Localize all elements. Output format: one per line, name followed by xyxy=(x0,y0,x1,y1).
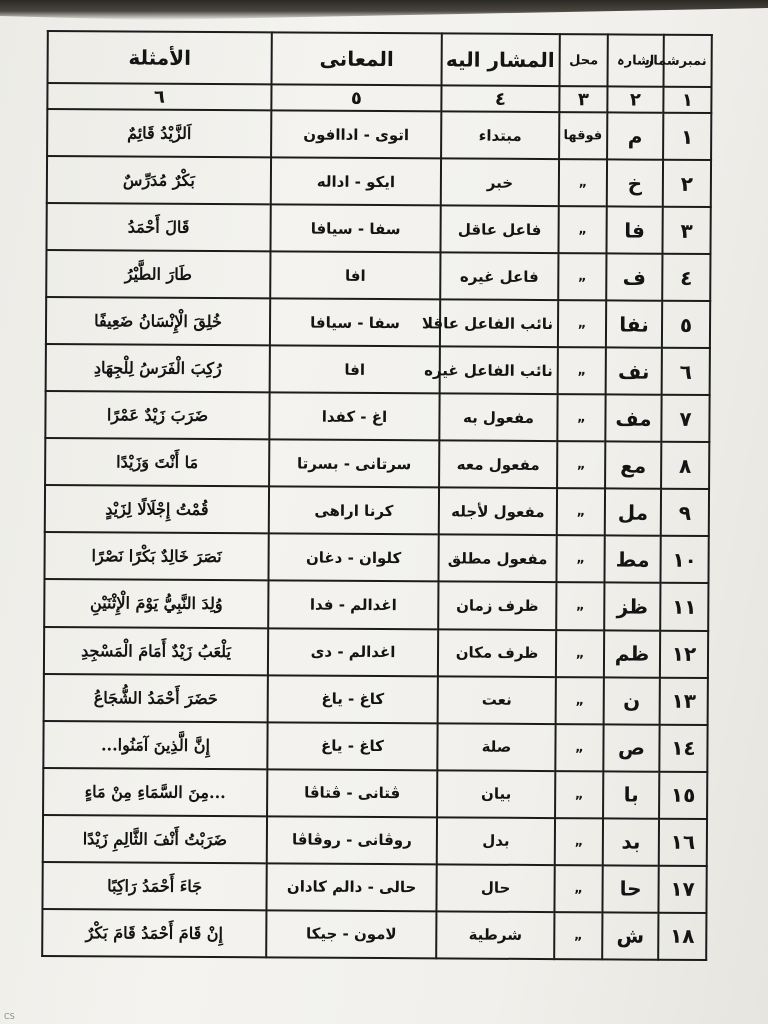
table-row xyxy=(43,721,707,772)
row-example: جَاءَ أَحْمَدُ رَاكِبًا xyxy=(42,862,266,910)
row-meaning: افا xyxy=(270,346,440,394)
row-position: „ xyxy=(557,441,605,488)
row-example: طَارَ الطَّيْرُ xyxy=(46,250,270,298)
row-referent: بدل xyxy=(437,817,555,865)
row-position: „ xyxy=(555,771,603,818)
row-referent: فاعل عاقل xyxy=(440,205,558,253)
table-row xyxy=(43,815,707,866)
row-example: خُلِقَ الْإِنْسَانُ ضَعِيفًا xyxy=(46,297,270,345)
header-number: نمبرشمار xyxy=(664,35,712,87)
row-meaning: كاغ - ياغ xyxy=(268,675,438,723)
row-number: ٣ xyxy=(662,207,710,254)
row-referent: مبتداء xyxy=(441,111,559,159)
row-number: ١٤ xyxy=(659,724,707,771)
row-example: قُمْتُ إِجْلَالًا لِزَيْدٍ xyxy=(45,485,269,533)
row-number: ١٦ xyxy=(659,818,707,865)
header-examples: الأمثلة xyxy=(48,31,272,84)
grammar-table xyxy=(41,30,713,961)
row-referent: خبر xyxy=(441,158,559,206)
table-row xyxy=(44,579,708,630)
table-row xyxy=(47,156,711,207)
row-number: ١٠ xyxy=(660,536,708,583)
row-example: اَلزَّيْدُ قَائِمٌ xyxy=(47,109,271,157)
table-row xyxy=(45,391,709,442)
row-position: „ xyxy=(558,206,606,253)
row-meaning: حالى - دالم كادان xyxy=(266,863,436,911)
row-sign: مف xyxy=(605,395,661,442)
row-sign: بد xyxy=(603,818,659,865)
column-number: ٦ xyxy=(47,83,271,110)
row-meaning: لامون - جيكا xyxy=(266,910,436,958)
row-sign: خ xyxy=(607,159,663,206)
row-meaning: اغ - كفدا xyxy=(269,393,439,441)
row-number: ٨ xyxy=(661,442,709,489)
table-row xyxy=(42,862,706,913)
row-example: ...مِنَ السَّمَاءِ مِنْ مَاءٍ xyxy=(43,768,267,816)
row-referent: نعت xyxy=(438,676,556,724)
column-number: ١ xyxy=(663,87,711,113)
row-position: „ xyxy=(556,677,604,724)
row-sign: با xyxy=(603,771,659,818)
row-referent: مفعول معه xyxy=(439,441,557,489)
row-sign: مع xyxy=(605,442,661,489)
row-meaning: اغدالم - فدا xyxy=(268,581,438,629)
row-number: ١٥ xyxy=(659,771,707,818)
row-number: ٤ xyxy=(662,254,710,301)
column-number: ٥ xyxy=(271,84,441,111)
row-example: ضَرَبْتُ أَنْفَ الثَّالِمِ زَيْدًا xyxy=(43,815,267,863)
header-meanings: المعانى xyxy=(272,32,442,85)
row-meaning: سفا - سيافا xyxy=(270,204,440,252)
table-row xyxy=(44,626,708,677)
row-referent: مفعول مطلق xyxy=(438,535,556,583)
row-number: ٩ xyxy=(661,489,709,536)
row-sign: ص xyxy=(603,724,659,771)
row-position: „ xyxy=(558,347,606,394)
table-row xyxy=(44,674,708,725)
table-row xyxy=(46,297,710,348)
row-position: فوقها xyxy=(559,112,607,159)
row-meaning: كاغ - ياغ xyxy=(267,722,437,770)
table-row xyxy=(44,532,708,583)
row-position: „ xyxy=(557,394,605,441)
row-referent: حال xyxy=(436,864,554,912)
table-row xyxy=(46,344,710,395)
row-example: نَصَرَ خَالِدٌ بَكْرًا نَصْرًا xyxy=(44,532,268,580)
row-number: ١١ xyxy=(660,583,708,630)
row-sign: ظز xyxy=(604,583,660,630)
row-meaning: اغدالم - دى xyxy=(268,628,438,676)
row-number: ١ xyxy=(663,113,711,160)
row-referent: فاعل غيره xyxy=(440,253,558,301)
row-meaning: ايكو - اداله xyxy=(271,157,441,205)
scan-shadow xyxy=(0,0,768,20)
row-referent: نائب الفاعل عاقلا xyxy=(440,300,558,348)
column-number-row xyxy=(47,83,711,113)
header-row xyxy=(48,31,712,87)
row-position: „ xyxy=(557,488,605,535)
header-referent: المشار اليه xyxy=(442,33,560,86)
row-position: „ xyxy=(554,912,602,959)
row-referent: بيان xyxy=(437,770,555,818)
row-sign: ش xyxy=(602,912,658,960)
table-row xyxy=(45,485,709,536)
header-sign: اشارہ xyxy=(608,34,664,86)
column-number: ٢ xyxy=(607,86,663,112)
row-referent: نائب الفاعل غيره xyxy=(440,347,558,395)
row-meaning: كلوان - دغان xyxy=(268,534,438,582)
table-row xyxy=(47,109,711,160)
row-example: إِنَّ الَّذِينَ آمَنُوا... xyxy=(43,721,267,769)
table-row xyxy=(45,438,709,489)
row-sign: فا xyxy=(606,206,662,253)
row-number: ١٧ xyxy=(658,865,706,912)
row-sign: ن xyxy=(604,677,660,724)
row-referent: مفعول به xyxy=(439,394,557,442)
row-position: „ xyxy=(559,159,607,206)
row-number: ٦ xyxy=(662,348,710,395)
table-row xyxy=(46,203,710,254)
column-number: ٣ xyxy=(559,86,607,112)
row-position: „ xyxy=(555,724,603,771)
row-meaning: سفا - سيافا xyxy=(270,299,440,347)
row-sign: حا xyxy=(602,865,658,912)
row-number: ١٨ xyxy=(658,913,706,960)
row-number: ٥ xyxy=(662,301,710,348)
row-sign: م xyxy=(607,112,663,159)
row-number: ١٢ xyxy=(660,630,708,677)
row-example: ضَرَبَ زَيْدٌ عَمْرًا xyxy=(45,391,269,439)
row-example: وُلِدَ النَّبِيُّ يَوْمَ الْإِثْنَيْنِ xyxy=(44,579,268,627)
row-position: „ xyxy=(555,818,603,865)
row-example: يَلْعَبُ زَيْدٌ أَمَامَ الْمَسْجِدِ xyxy=(44,626,268,674)
row-example: حَضَرَ أَحْمَدُ الشُّجَاعُ xyxy=(44,674,268,722)
row-position: „ xyxy=(558,253,606,300)
table-row xyxy=(43,768,707,819)
scanner-mark: CS xyxy=(4,1012,15,1021)
table-row xyxy=(42,909,706,960)
row-position: „ xyxy=(556,630,604,677)
row-example: قَالَ أَحْمَدُ xyxy=(46,203,270,251)
row-position: „ xyxy=(556,583,604,630)
row-meaning: روڤانى - روڤاڤا xyxy=(267,816,437,864)
header-position: محل xyxy=(560,34,608,86)
row-example: رُكِبَ الْفَرَسُ لِلْجِهَادِ xyxy=(46,344,270,392)
row-meaning: افا xyxy=(270,251,440,299)
row-position: „ xyxy=(554,865,602,912)
row-number: ٢ xyxy=(663,160,711,207)
row-example: بَكْرٌ مُدَرِّسٌ xyxy=(47,156,271,204)
row-referent: صلة xyxy=(437,723,555,771)
row-meaning: اتوى - اداافون xyxy=(271,110,441,158)
row-position: „ xyxy=(558,300,606,347)
row-number: ٧ xyxy=(661,395,709,442)
row-sign: مط xyxy=(604,536,660,583)
row-sign: نفا xyxy=(606,301,662,348)
row-sign: ف xyxy=(606,254,662,301)
row-referent: مفعول لأجله xyxy=(439,488,557,536)
row-sign: ظم xyxy=(604,630,660,677)
row-meaning: كرنا اراهى xyxy=(269,487,439,535)
row-meaning: ڤتانى - ڤتاڤا xyxy=(267,769,437,817)
row-position: „ xyxy=(556,536,604,583)
table-row xyxy=(46,250,710,301)
row-sign: نف xyxy=(606,348,662,395)
row-sign: مل xyxy=(605,489,661,536)
row-example: إِنْ قَامَ أَحْمَدُ قَامَ بَكْرٌ xyxy=(42,909,266,958)
column-number: ٤ xyxy=(441,85,559,112)
row-referent: شرطية xyxy=(436,911,554,959)
row-number: ١٣ xyxy=(660,677,708,724)
row-referent: ظرف مكان xyxy=(438,629,556,677)
row-example: مَا أَنْتَ وَزَيْدًا xyxy=(45,438,269,486)
table-body xyxy=(42,109,711,960)
row-meaning: سرتانى - بسرتا xyxy=(269,440,439,488)
row-referent: ظرف زمان xyxy=(438,582,556,630)
